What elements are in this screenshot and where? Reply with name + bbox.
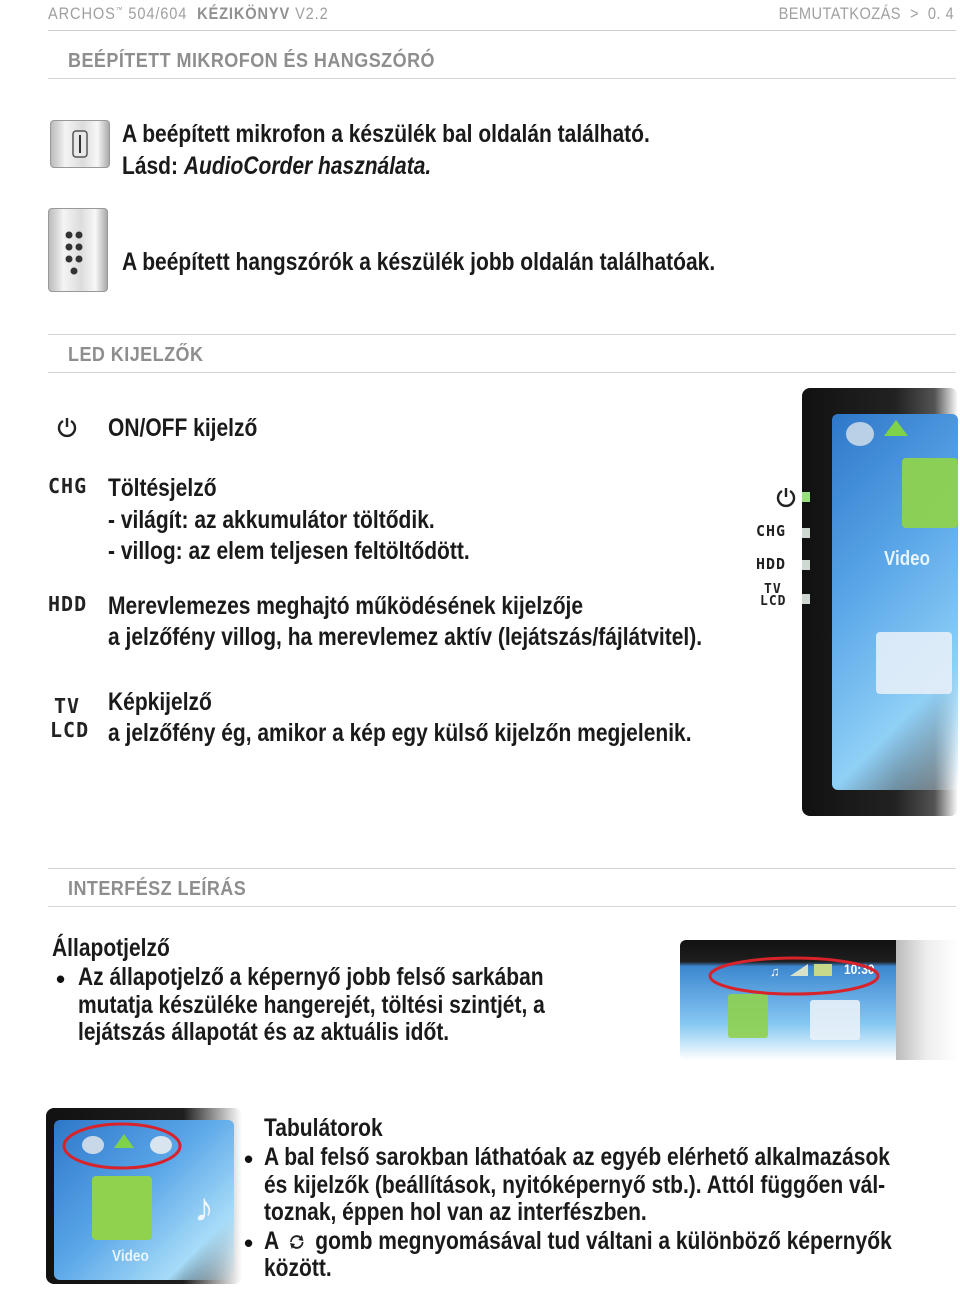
music-icon: ♪: [194, 1186, 214, 1230]
section-title-mic: BEÉPÍTETT MIKROFON ÉS HANGSZÓRÓ: [68, 50, 435, 72]
video-app-icon: [728, 994, 768, 1038]
device-screen: [832, 414, 958, 790]
hdd-line: a jelzőfény villog, ha merevlemez aktív (lejátszás/fájlátvitel).: [108, 623, 703, 651]
speaker-icon: [48, 208, 108, 292]
trademark: ™: [115, 5, 124, 15]
device-illustration: [802, 388, 958, 816]
tabs-line-3: toznak, éppen hol van az interfészben.: [264, 1198, 647, 1226]
tabs-title: Tabulátorok: [264, 1114, 383, 1142]
refresh-tab-icon: [846, 422, 874, 446]
version: V2.2: [295, 4, 329, 23]
switch-icon: [288, 1233, 306, 1251]
highlight-ellipse: [706, 954, 882, 998]
device-tv-label: TV: [764, 582, 782, 597]
headphone-icon: ♫: [770, 964, 780, 979]
power-icon: [56, 416, 78, 443]
device-hdd-label: HDD: [756, 555, 787, 573]
device-power-icon: [775, 486, 797, 513]
video-label: Video: [112, 1248, 149, 1265]
breadcrumb-separator: >: [909, 4, 919, 23]
video-app-icon: [902, 458, 958, 528]
home-tab-icon: [884, 420, 908, 436]
tabs-illustration: [46, 1108, 242, 1288]
section-name: BEMUTATKOZÁS: [778, 4, 901, 23]
section-title-led: LED KIJELZŐK: [68, 344, 204, 366]
bullet: •: [244, 1228, 254, 1258]
brand: ARCHOS: [48, 4, 116, 23]
tabs-line-5: között.: [264, 1254, 332, 1282]
led-tv: [802, 594, 810, 604]
status-time: 10:30: [844, 961, 875, 977]
microphone-icon: [50, 120, 110, 168]
status-title: Állapotjelző: [52, 934, 170, 962]
device-lcd-label: LCD: [760, 594, 787, 609]
mic-line-2: [122, 150, 431, 182]
section-divider: [48, 906, 956, 907]
chg-symbol: CHG: [48, 474, 88, 498]
tabs-line-4-suffix: gomb megnyomásával tud váltani a különböző képernyők: [315, 1227, 892, 1255]
tv-label: Képkijelző: [108, 688, 212, 716]
lcd-symbol: LCD: [50, 718, 90, 742]
model: 504/604: [128, 4, 188, 23]
mic-line-1: A beépített mikrofon a készülék bal oldalán található.: [122, 120, 650, 148]
chg-label: Töltésjelző: [108, 474, 217, 502]
highlight-ellipse: [60, 1120, 184, 1172]
tv-symbol: TV: [54, 694, 81, 718]
tv-line: a jelzőfény ég, amikor a kép egy külső kijelzőn megjelenik.: [108, 719, 692, 747]
header-right: [779, 4, 954, 24]
folder-icon: [876, 632, 952, 694]
header-divider: [48, 30, 956, 31]
tabs-line-4-prefix: A: [264, 1227, 279, 1255]
tabs-line-4: [264, 1225, 892, 1257]
hdd-symbol: HDD: [48, 592, 88, 616]
video-app-icon: [92, 1176, 152, 1240]
audiocorder-link[interactable]: AudioCorder használata.: [183, 152, 432, 180]
status-bar-illustration: [640, 940, 958, 1070]
manual-title: KÉZIKÖNYV: [197, 4, 291, 23]
header-left: [48, 4, 329, 24]
section-divider: [48, 334, 956, 335]
video-label: Video: [884, 548, 930, 570]
section-divider: [48, 372, 956, 373]
tabs-line-1: A bal felső sarokban láthatóak az egyéb elérhető alkalmazások: [264, 1143, 890, 1171]
hdd-label: Merevlemezes meghajtó működésének kijelzője: [108, 592, 584, 620]
section-divider: [48, 78, 956, 79]
speaker-line: A beépített hangszórók a készülék jobb oldalán találhatóak.: [122, 248, 716, 276]
status-line-3: lejátszás állapotát és az aktuális időt.: [78, 1018, 450, 1046]
status-line-2: mutatja készüléke hangerejét, töltési szintjét, a: [78, 991, 545, 1019]
device-side: [896, 940, 958, 1060]
status-line-1: Az állapotjelző a képernyő jobb felső sarkában: [78, 963, 544, 991]
led-power: [802, 492, 810, 502]
section-title-interface: INTERFÉSZ LEÍRÁS: [68, 878, 247, 900]
led-hdd: [802, 560, 810, 570]
section-divider: [48, 868, 956, 869]
led-chg: [802, 528, 810, 538]
chg-line-1: - világít: az akkumulátor töltődik.: [108, 506, 435, 534]
tabs-line-2: és kijelzők (beállítások, nyitóképernyő stb.). Attól függően vál-: [264, 1171, 886, 1199]
device-chg-label: CHG: [756, 522, 787, 540]
folder-icon: [810, 1000, 860, 1040]
page-number: 0. 4: [927, 4, 954, 23]
power-label: ON/OFF kijelző: [108, 414, 258, 442]
chg-line-2: - villog: az elem teljesen feltöltődött.: [108, 537, 470, 565]
mic-line-2-prefix: Lásd:: [122, 152, 184, 180]
bullet: •: [56, 964, 66, 994]
bullet: •: [244, 1144, 254, 1174]
